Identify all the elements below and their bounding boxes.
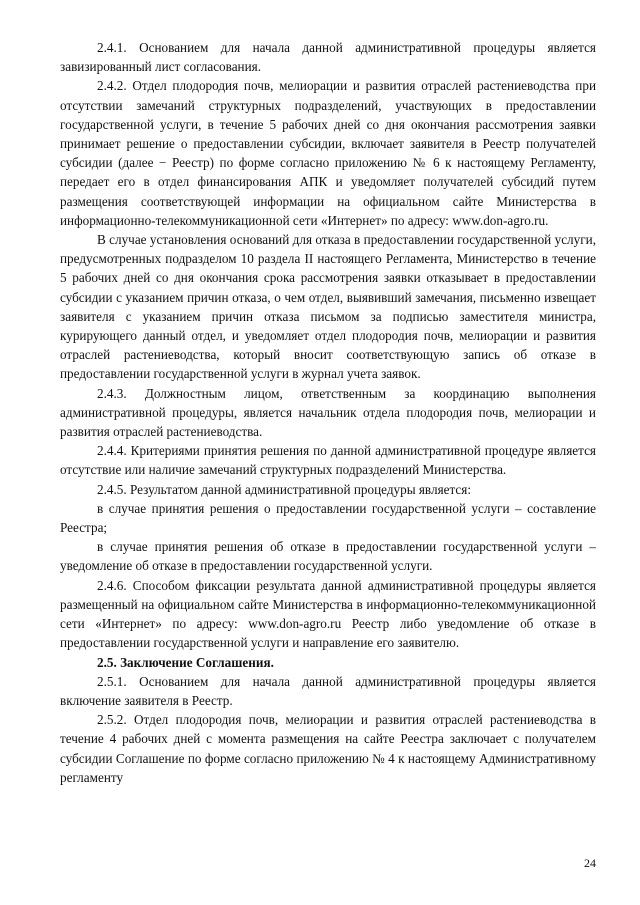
paragraph-refusal: В случае установления оснований для отказа в предоставлении государственной услуги, предусмотренных подразделом 10 раздела II настоящего Регламента, Министерство в течение 5 рабочих дней со дня окончания срока рассмотрения заявки отказывает в предоставлении субсидии с указанием причин отказа, о чем отдел, выявивший замечания, письменно извещает заявителя с указанием причин отказа письмом за подписью заместителя министра, курирующего данный отдел, и уведомляет отдел плодородия почв, мелиорации и развития отраслей растениеводства, который вносит соответствующую запись об отказе в предоставлении государственной услуги в журнал учета заявок.: [60, 232, 596, 382]
paragraph-2-4-5: 2.4.5. Результатом данной административной процедуры является:: [97, 481, 471, 497]
paragraph-2-4-2: 2.4.2. Отдел плодородия почв, мелиорации и развития отраслей растениеводства при отсутствии замечаний структурных подразделений, участвующих в предоставлении государственной услуги, в течение 5 рабочих дней со дня окончания рассмотрения заявки принимает решение о предоставлении субсидии, включает заявителя в Реестр получателей субсидии (далее − Реестр) по форме согласно приложению № 6 к настоящему Регламенту, передает его в отдел финансирования АПК и уведомляет получателей субсидий путем размещения соответствующей информации на официальном сайте Министерства в информационно-телекоммуникационной сети «Интернет» по адресу: www.don-agro.ru.: [60, 78, 596, 228]
paragraph-2-5-1: 2.5.1. Основанием для начала данной административной процедуры является включение заявителя в Реестр.: [60, 673, 596, 708]
section-heading-2-5: 2.5. Заключение Соглашения.: [97, 654, 274, 670]
paragraph-2-4-1: 2.4.1. Основанием для начала данной административной процедуры является завизированный лист согласования.: [60, 40, 596, 75]
paragraph-result-refusal: в случае принятия решения об отказе в предоставлении государственной услуги – уведомление об отказе в предоставлении государственной услуги.: [60, 539, 596, 574]
paragraph-2-5-2: 2.5.2. Отдел плодородия почв, мелиорации и развития отраслей растениеводства в течение 4 рабочих дней с момента размещения на сайте Реестра заключает с получателем субсидии Соглашение по форме согласно приложению № 4 к настоящему Административному регламенту: [60, 712, 596, 785]
document-page: [60, 38, 596, 787]
page-number: 24: [584, 856, 596, 870]
paragraph-result-approval: в случае принятия решения о предоставлении государственной услуги – составление Реестра;: [60, 500, 596, 536]
paragraph-2-4-4: 2.4.4. Критериями принятия решения по данной административной процедуре является отсутствие или наличие замечаний структурных подразделений Министерства.: [60, 443, 596, 478]
paragraph-2-4-3: 2.4.3. Должностным лицом, ответственным за координацию выполнения административной процедуры, является начальник отдела плодородия почв, мелиорации и развития отраслей растениеводства.: [60, 385, 596, 440]
paragraph-2-4-6: 2.4.6. Способом фиксации результата данной административной процедуры является размещенный на официальном сайте Министерства в информационно-телекоммуникационной сети «Интернет» по адресу: www.don-agro.ru Реестр либо уведомление об отказе в предоставлении государственной услуги и направление его заявителю.: [60, 577, 596, 651]
